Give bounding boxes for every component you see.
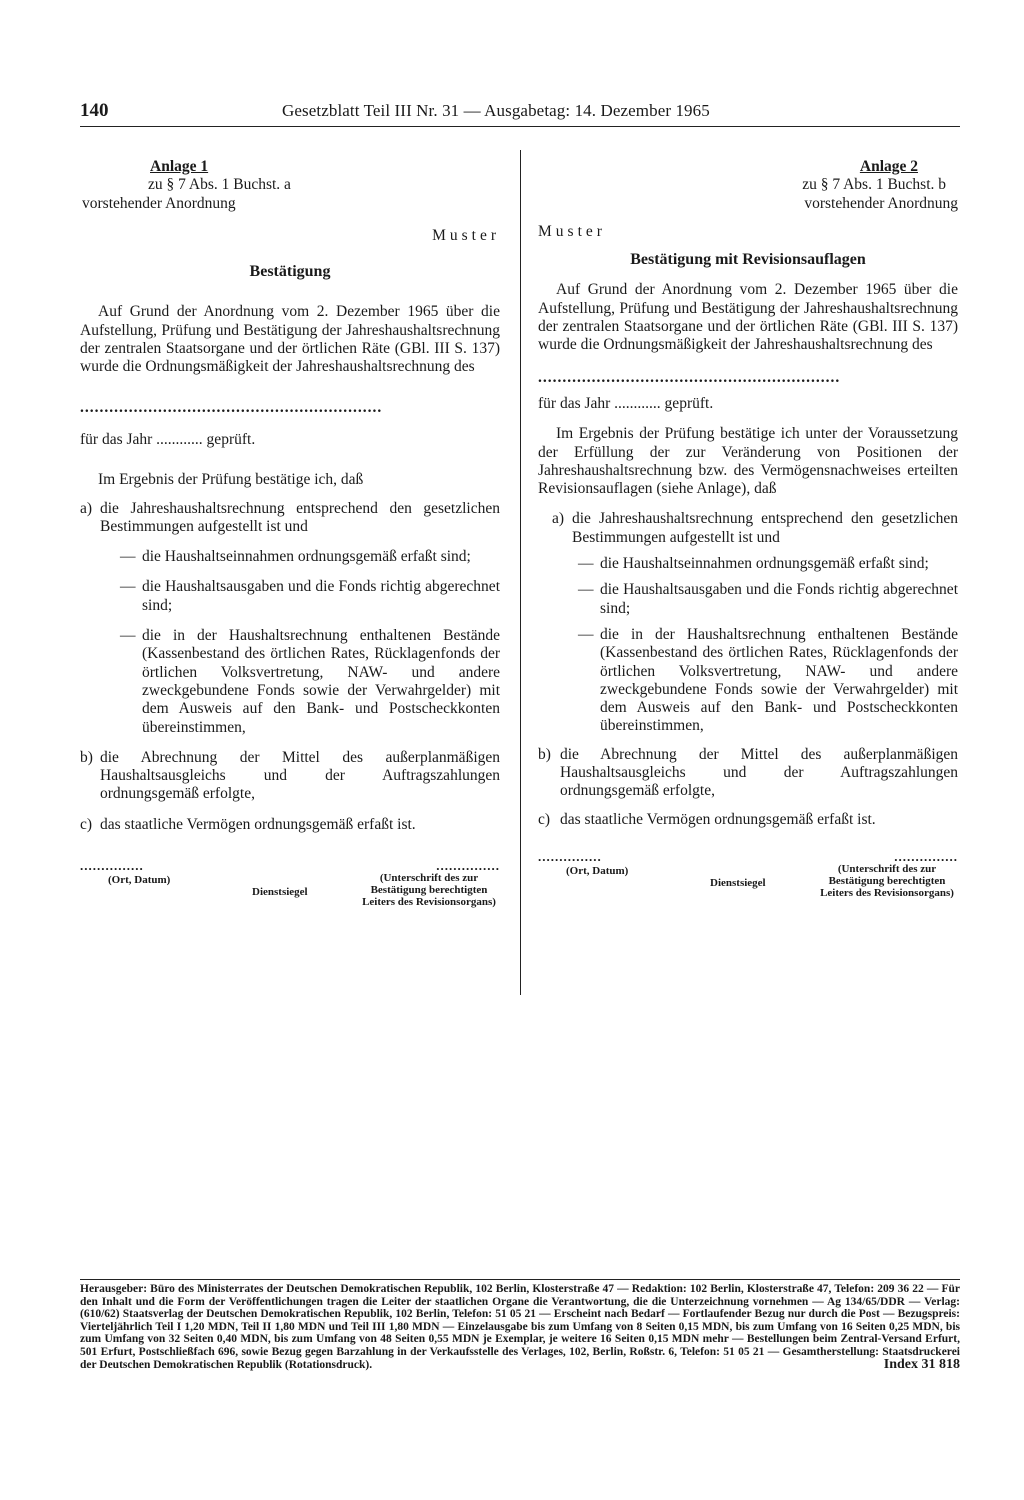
sub-item (578, 626, 958, 736)
sub-item (578, 581, 958, 618)
imprint-text: Herausgeber: Büro des Ministerrates der Deutschen Demokratischen Republik, 102 Berlin, Klosterstraße 47 — Redaktion: 102 Berlin, Klosterstraße 47, Telefon: 209 36 22 — Für den Inhalt und die Form der Veröffentlichungen tragen die Leiter der staatlichen Organe die Verantwortung, die die Unterzeichnung vornehmen — Ag 134/65/DDR — Verlag: (610/62) Staatsverlag der Deutschen Demokratischen Republik, 102 Berlin, Telefon: 51 05 21 — Erscheint nach Bedarf — Fortlaufender Bezug nur durch die Post — Bezugspreis: Vierteljährlich Teil I 1,20 MDN, Teil II 1,80 MDN und Teil III 1,80 MDN — Einzelausgabe bis zum Umfang von 8 Seiten 0,15 MDN, bis zum Umfang von 16 Seiten 0,25 MDN, bis zum Umfang von 32 Seiten 0,40 MDN, bis zum Umfang von 48 Seiten 0,55 MDN je Exemplar, je weitere 16 Seiten 0,15 MDN mehr — Bestellungen beim Zentral-Versand Erfurt, 501 Erfurt, Postschließfach 696, sowie Bezug gegen Barzahlung in der Verkaufsstelle des Verlages, 102, Berlin, Roßstr. 6, Telefon: 51 05 21 — Gesamtherstellung: Staatsdruckerei der Deutschen Demokratischen Republik (Rotationsdruck). (80, 1283, 960, 1371)
dash-marker: — (578, 625, 594, 643)
document-title: Bestätigung mit Revisionsauflagen (630, 251, 866, 269)
blank-line-dots: .............................................................. (80, 398, 383, 416)
signature-caption: (Unterschrift des zur Bestätigung berechtigten Leiters des Revisionsorgans) (362, 872, 496, 909)
sub-item (120, 627, 500, 737)
footer-rule (80, 1279, 960, 1280)
list-marker: a) (80, 499, 93, 517)
year-line: für das Jahr ............ geprüft. (80, 430, 256, 448)
annex-reference-2: vorstehender Anordnung (804, 194, 958, 212)
list-text: die Abrechnung der Mittel des außerplanmäßigen Haushaltsausgleichs und der Auftragszahlungen ordnungsgemäß erfolgte, (560, 745, 958, 800)
annex-reference-2: vorstehender Anordnung (82, 194, 236, 212)
intro-paragraph: Auf Grund der Anordnung vom 2. Dezember 1965 über die Aufstellung, Prüfung und Bestätigung der Jahreshaushaltsrechnung der zentralen Staatsorgane und der örtlichen Räte (GBl. III S. 137) wurde die Ordnungsmäßigkeit der Jahreshaushaltsrechnung des (80, 303, 500, 376)
list-item (538, 746, 958, 801)
list-item (538, 811, 958, 829)
seal-caption: Dienstsiegel (710, 876, 766, 889)
annex-heading (538, 158, 958, 213)
imprint-footer (80, 1283, 960, 1371)
sub-item-text: die Haushaltseinnahmen ordnungsgemäß erfaßt sind; (142, 548, 471, 566)
list-text: das staatliche Vermögen ordnungsgemäß erfaßt ist. (560, 810, 876, 828)
sub-item-text: die in der Haushaltsrechnung enthaltenen Bestände (Kassenbestand des örtlichen Rates, Rücklagenfonds der örtlichen Volksvertretung, NAW- und andere zweckgebundene Fonds sowie der Verwahrgelder) mit dem Ausweis auf den Bank- und Postscheckkonten übereinstimmen, (600, 625, 958, 735)
list-marker: b) (538, 745, 551, 763)
seal-caption: Dienstsiegel (252, 886, 308, 899)
list-item (80, 749, 500, 804)
list-marker: b) (80, 748, 93, 766)
sub-item (578, 555, 958, 573)
sub-item (120, 578, 500, 615)
muster-label: Muster (432, 226, 500, 244)
signature-caption: (Unterschrift des zur Bestätigung berechtigten Leiters des Revisionsorgans) (820, 862, 954, 899)
list-item (80, 816, 500, 834)
place-date-dots: ............... (80, 858, 144, 874)
dash-marker: — (120, 627, 136, 645)
muster-label: Muster (538, 222, 606, 240)
blank-line-dots: .............................................................. (538, 368, 841, 386)
signature-dots: ............... (894, 848, 958, 864)
index-number: Index 31 818 (883, 1356, 960, 1372)
dash-marker: — (120, 578, 136, 596)
header-rule (80, 126, 960, 127)
signature-dots: ............... (436, 858, 500, 874)
place-date-caption: (Ort, Datum) (566, 864, 629, 877)
list-marker: a) (552, 510, 565, 528)
list-text: die Jahreshaushaltsrechnung entsprechend den gesetzlichen Bestimmungen aufgestellt ist und (100, 499, 500, 535)
signature-block (538, 848, 958, 921)
result-paragraph: Im Ergebnis der Prüfung bestätige ich unter der Voraussetzung der Erfüllung der zur Veränderung von Positionen der Jahreshaushaltsrechnung bzw. des Vermögensnachweises erteilten Revisionsauflagen (siehe Anlage), daß (538, 425, 958, 498)
column-anlage-2 (538, 158, 958, 921)
result-paragraph: Im Ergebnis der Prüfung bestätige ich, daß (98, 471, 364, 489)
year-line: für das Jahr ............ geprüft. (538, 394, 714, 412)
sub-item-text: die Haushaltsausgaben und die Fonds richtig abgerechnet sind; (142, 578, 500, 614)
annex-label: Anlage 2 (859, 158, 918, 175)
annex-reference: zu § 7 Abs. 1 Buchst. b (802, 176, 946, 194)
running-head: Gesetzblatt Teil III Nr. 31 — Ausgabetag: 14. Dezember 1965 (282, 101, 710, 120)
sub-item (120, 548, 500, 566)
document-title: Bestätigung (249, 263, 331, 281)
list-text: die Jahreshaushaltsrechnung entsprechend den gesetzlichen Bestimmungen aufgestellt ist und (572, 510, 958, 546)
sub-item-text: die Haushaltseinnahmen ordnungsgemäß erfaßt sind; (600, 555, 929, 573)
list-text: das staatliche Vermögen ordnungsgemäß erfaßt ist. (100, 815, 416, 833)
list-item (80, 500, 500, 537)
list-text: die Abrechnung der Mittel des außerplanmäßigen Haushaltsausgleichs und der Auftragszahlungen ordnungsgemäß erfolgte, (100, 748, 500, 803)
list-item (552, 510, 958, 547)
place-date-caption: (Ort, Datum) (108, 874, 171, 887)
annex-label: Anlage 1 (150, 158, 209, 175)
dash-marker: — (578, 555, 594, 573)
column-divider (520, 150, 521, 995)
page-number: 140 (80, 100, 109, 121)
sub-item-text: die in der Haushaltsrechnung enthaltenen Bestände (Kassenbestand des örtlichen Rates, Rücklagenfonds der örtlichen Volksvertretung, NAW- und andere zweckgebundene Fonds sowie der Verwahrgelder) mit dem Ausweis auf den Bank- und Postscheckkonten übereinstimmen, (142, 627, 500, 736)
dash-marker: — (120, 548, 136, 566)
list-marker: c) (538, 810, 551, 828)
dash-marker: — (578, 581, 594, 599)
annex-reference: zu § 7 Abs. 1 Buchst. a (148, 176, 291, 194)
confirmation-list (80, 500, 500, 834)
signature-block (80, 860, 500, 930)
intro-paragraph: Auf Grund der Anordnung vom 2. Dezember 1965 über die Aufstellung, Prüfung und Bestätigung der Jahreshaushaltsrechnung der zentralen Staatsorgane und der örtlichen Räte (GBl. III S. 137) wurde die Ordnungsmäßigkeit der Jahreshaushaltsrechnung des (538, 281, 958, 354)
list-marker: c) (80, 815, 93, 833)
page-header (80, 100, 960, 124)
column-anlage-1 (80, 158, 500, 930)
confirmation-list (538, 510, 958, 828)
annex-heading (82, 158, 500, 213)
sub-item-text: die Haushaltsausgaben und die Fonds richtig abgerechnet sind; (600, 581, 958, 617)
place-date-dots: ............... (538, 848, 602, 864)
